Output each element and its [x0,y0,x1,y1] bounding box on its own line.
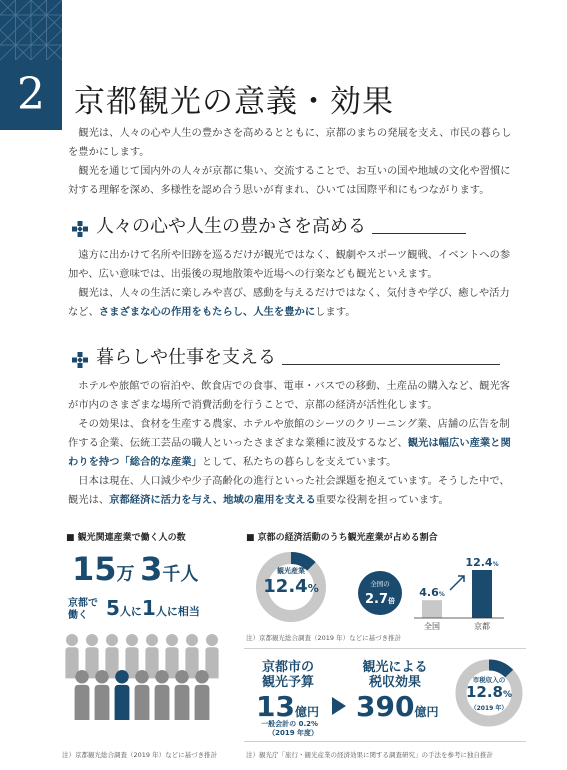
workers-ratio [106,596,200,620]
person-icon [95,670,110,720]
workers-n4: 1 [141,596,156,620]
person-icon [65,634,78,678]
national-ratio-value: 2.7 [364,592,389,607]
workers-n3: 5 [106,596,120,620]
tax-unit: 億円 [414,705,439,719]
share-donut-value: 12.4 [263,576,308,597]
people-icon-group [62,630,232,738]
tax-circle-unit: % [502,690,513,700]
intro-text [68,124,518,200]
bar-category-label: 全国 [424,622,440,631]
bar-value-label: 4.6% [419,586,445,600]
workers-l1: 京都で [68,598,98,609]
sub2-paragraph-2 [68,415,518,472]
sub1-paragraph-2 [68,284,518,322]
workers-u4: 人に相当 [155,605,200,618]
share-bar-chart [410,556,510,632]
person-icon [165,634,178,678]
bar-category-label: 京都 [474,622,490,631]
tax-donut-text [454,675,524,712]
tax-circle-year: （2019 年） [470,705,508,712]
budget-value [256,690,319,723]
tax-l2: 税収効果 [368,675,421,690]
sub1-paragraph-2-b: します。 [315,306,356,318]
person-icon [145,634,158,678]
share-donut-unit: % [307,582,319,595]
intro-paragraph-2: 観光を通じて国内外の人々が京都に集い、交流することで、お互いの国や地域の文化や習慣に対する理解を深め、多様性を認め合う思いが育まれ、ひいては国際平和にもつながります。 [68,165,511,196]
share-label-text: 京都の経済活動のうち観光産業が占める割合 [257,533,438,543]
arrow-right-icon [332,697,346,715]
workers-label-text: 観光関連産業で働く人の数 [77,533,186,543]
person-icon [205,634,218,678]
sub2-paragraph-2-a: その効果は、食材を生産する農家、ホテルや旅館のシーツのクリーニング業、店舗の広告を制作する企業、伝統工芸品の職人といったさまざまな業種に波及するなど、 [68,418,510,449]
sub1-paragraph-1: 遠方に出かけて名所や旧跡を巡るだけが観光ではなく、観劇やスポーツ観戦、イベントへの参加や、広い意味では、出張後の現地散策や近場への行楽なども観光といえます。 [68,249,511,280]
sub1-text [68,246,518,322]
person-icon [195,670,210,720]
budget-num: 13 [256,690,295,723]
person-icon [155,670,170,720]
person-icon [125,634,138,678]
budget-l2: 観光予算 [261,675,314,690]
asanoha-pattern [0,0,62,60]
tax-circle-label: 市税収入の [472,676,506,684]
bar-0 [422,600,442,618]
section-number: 2 [0,60,62,130]
subheading-2-text: 暮らしや仕事を支える [96,347,276,368]
budget-sub1: 一般会計の 0.2% [261,720,318,728]
subheading-1 [72,212,466,238]
sub2-paragraph-3-a: 日本は現在、人口減少や少子高齢化の進行といった社会課題を抱えています。そうした中で、観光は、 [68,475,510,506]
person-icon [115,670,130,720]
subheading-1-text: 人々の心や人生の豊かさを高める [96,216,366,237]
sub2-text [68,377,518,510]
national-ratio-circle [358,571,402,615]
share-donut-text [254,566,328,597]
workers-u3: 人に [119,605,142,618]
workers-count [72,550,198,588]
page-title: 京都観光の意義・効果 [74,84,394,120]
budget-label [258,660,318,690]
person-icon [175,670,190,720]
tax-value [356,690,438,723]
person-icon [135,670,150,720]
intro-paragraph-1: 観光は、人々の心や人生の豊かさを高めるとともに、京都のまちの発展を支え、市民の暮らしを豊かにします。 [68,127,512,158]
workers-note: 注）京都観光総合調査（2019 年）などに基づき推計 [62,751,218,759]
person-icon [75,670,90,720]
sub2-highlight-2: 京都経済に活力を与え、地域の雇用を支える [109,494,316,506]
increase-arrow-icon [450,576,464,590]
subheading-2 [72,343,500,369]
tax-num: 390 [356,690,415,723]
sub2-paragraph-1: ホテルや旅館での宿泊や、飲食店での食事、電車・バスでの移動、土産品の購入など、観光客が市内のさまざまな場所で消費活動を行うことで、京都の経済が活性化します。 [68,380,511,411]
share-donut-label: 観光産業 [277,567,305,575]
sub2-paragraph-3-b: 重要な役割を担っています。 [315,494,449,506]
national-ratio-label: 全国の [370,580,390,588]
sub1-highlight: さまざまな心の作用をもたらし、人生を豊かに [98,306,316,318]
workers-n1: 15 [72,550,117,588]
share-label: ■ 京都の経済活動のうち観光産業が占める割合 [246,533,438,543]
tax-l1: 観光による [362,660,428,675]
bar-value-label: 12.4% [465,556,499,569]
tax-note: 注）観光庁「旅行・観光産業の経済効果に関する調査研究」の手法を参考に独自推計 [246,751,493,759]
tax-circle-value: 12.8 [465,683,503,701]
workers-n2: 3 [140,550,163,588]
person-icon [105,634,118,678]
share-note: 注）京都観光総合調査（2019 年）などに基づき推計 [246,634,402,642]
sub2-paragraph-3 [68,472,518,510]
workers-u1: 万 [116,564,135,585]
national-ratio-unit: 倍 [388,597,396,605]
sub1-paragraph-2-a: 観光は、人々の生活に楽しみや喜び、感動を与えるだけではなく、気付きや学び、癒しや活力など、 [68,287,510,318]
workers-ratio-label [68,598,98,622]
person-icon [85,634,98,678]
tax-label [358,660,432,690]
budget-l1: 京都市の [261,660,314,675]
workers-l2: 働く [68,610,88,621]
diamond-bullet-icon [72,352,88,368]
budget-unit: 億円 [294,705,319,719]
budget-sub2: （2019 年度） [268,729,318,737]
diamond-bullet-icon [72,221,88,237]
sub2-paragraph-2-b: として、私たちの暮らしを支えています。 [201,456,397,468]
budget-sub [258,720,318,738]
workers-label: ■ 観光関連産業で働く人の数 [66,533,186,543]
workers-u2: 千人 [162,564,199,585]
bar-1 [472,570,492,618]
person-icon [185,634,198,678]
sub2-highlight-1: 観光は幅広い産業と関わりを持つ「総合的な産業」 [68,437,511,468]
